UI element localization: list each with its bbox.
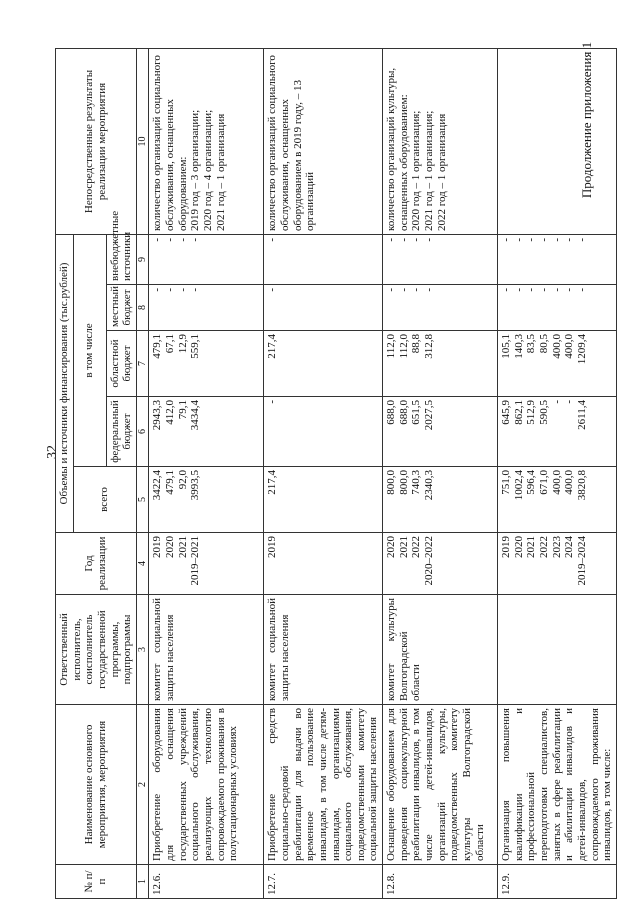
row-name: Организация повышения квалификации и профессиональной переподготовки специалистов, занятых в сфере реабилитации и абилитации инвалидов и детей-инвалидов, сопровождаемого проживания инвалидов, в том числе: [498,705,617,865]
row-extra: - - - - [149,234,264,284]
table-row [264,48,383,898]
row-federal: - [264,397,383,467]
header-federal: федеральный бюджет [106,397,136,467]
row-total: 800,0 800,0 740,3 2340,3 [383,467,498,533]
header-result: Непосредственные результаты реализации мероприятия [56,48,137,234]
row-years: 2019 [264,533,383,595]
row-responsible: комитет социальной защиты населения [264,595,383,705]
row-regional: 479,1 67,1 12,9 559,1 [149,331,264,397]
row-extra: - - - - [383,234,498,284]
row-result: количество организаций культуры, оснащенных оборудованием: 2020 год – 1 организация; 2021 год – 1 организация; 2022 год – 1 организация [383,48,498,234]
row-responsible: комитет социальной защиты населения [149,595,264,705]
row-local: - - - - [383,285,498,331]
header-extra: внебюджетные источники [106,234,136,284]
row-local: - [264,285,383,331]
row-regional: 105,1 140,3 83,5 80,5 400,0 400,0 1209,4 [498,331,617,397]
col-index: 4 [136,533,149,595]
header-name: Наименование основного мероприятия, мероприятия [56,705,137,865]
row-years: 2019 2020 2021 2022 2023 2024 2019–2024 [498,533,617,595]
row-result: количество организаций социального обслуживания, оснащенных оборудованием в 2019 году, – 13 организаций [264,48,383,234]
table-row [149,48,264,898]
row-federal: 688,0 688,0 651,5 2027,5 [383,397,498,467]
row-num: 12.8. [383,865,498,899]
row-extra: - - - - - - - [498,234,617,284]
row-total: 217,4 [264,467,383,533]
column-index-row [136,48,149,898]
table-row [498,48,617,898]
header-responsible: Ответственный исполнитель, соисполнитель государственной программы, подпрограммы [56,595,137,705]
header-num: № п/п [56,865,137,899]
row-num: 12.6. [149,865,264,899]
header-regional: областной бюджет [106,331,136,397]
page-number: 32 [45,445,60,459]
header-total: всего [73,467,136,533]
row-total: 751,0 1002,4 596,4 671,0 400,0 400,0 3820,8 [498,467,617,533]
header-in-total: в том числе [73,234,106,466]
row-name: Приобретение средств социально-средовой реабилитации для выдачи во временное пользование инвалидам, в том числе детям-инвалидам, организациями социального обслуживания, подведомственными комитету социальной защиты населения [264,705,383,865]
row-total: 3422,4 479,1 92,0 3993,5 [149,467,264,533]
row-regional: 217,4 [264,331,383,397]
row-federal: 645,9 862,1 512,9 590,5 - - 2611,4 [498,397,617,467]
col-index: 10 [136,48,149,234]
page-caption: Продолжение приложения 1 [579,41,594,199]
col-index: 9 [136,234,149,284]
row-responsible: комитет культуры Волгоградской области [383,595,498,705]
row-years: 2020 2021 2022 2020–2022 [383,533,498,595]
header-funding: Объемы и источники финансирования (тыс.рублей) [56,234,74,532]
row-num: 12.7. [264,865,383,899]
col-index: 5 [136,467,149,533]
row-responsible [498,595,617,705]
col-index: 8 [136,285,149,331]
table-row [383,48,498,898]
row-years: 2019 2020 2021 2019–2021 [149,533,264,595]
col-index: 1 [136,865,149,899]
col-index: 2 [136,705,149,865]
header-year: Год реализации [56,533,137,595]
row-regional: 112,0 112,0 88,8 312,8 [383,331,498,397]
row-extra: - [264,234,383,284]
row-federal: 2943,3 412,0 79,1 3434,4 [149,397,264,467]
row-result: количество организаций социального обслуживания, оснащенных оборудованием: 2019 год – 3 организации; 2020 год – 4 организации; 2021 год – 1 организация [149,48,264,234]
row-local: - - - - - - - [498,285,617,331]
header-local: местный бюджет [106,285,136,331]
row-name: Приобретение оборудования для оснащения государственных учреждений социального обслуживания, реализующих технологию сопровождаемого проживания в полустационарных условиях [149,705,264,865]
col-index: 7 [136,331,149,397]
col-index: 3 [136,595,149,705]
row-name: Оснащение оборудованием для проведения социокультурной реабилитации инвалидов, в том числе детей-инвалидов, организаций культуры, подведомственных комитету культуры Волгоградской области [383,705,498,865]
row-result [498,48,617,234]
row-local: - - - - [149,285,264,331]
col-index: 6 [136,397,149,467]
row-num: 12.9. [498,865,617,899]
program-table [55,48,617,899]
